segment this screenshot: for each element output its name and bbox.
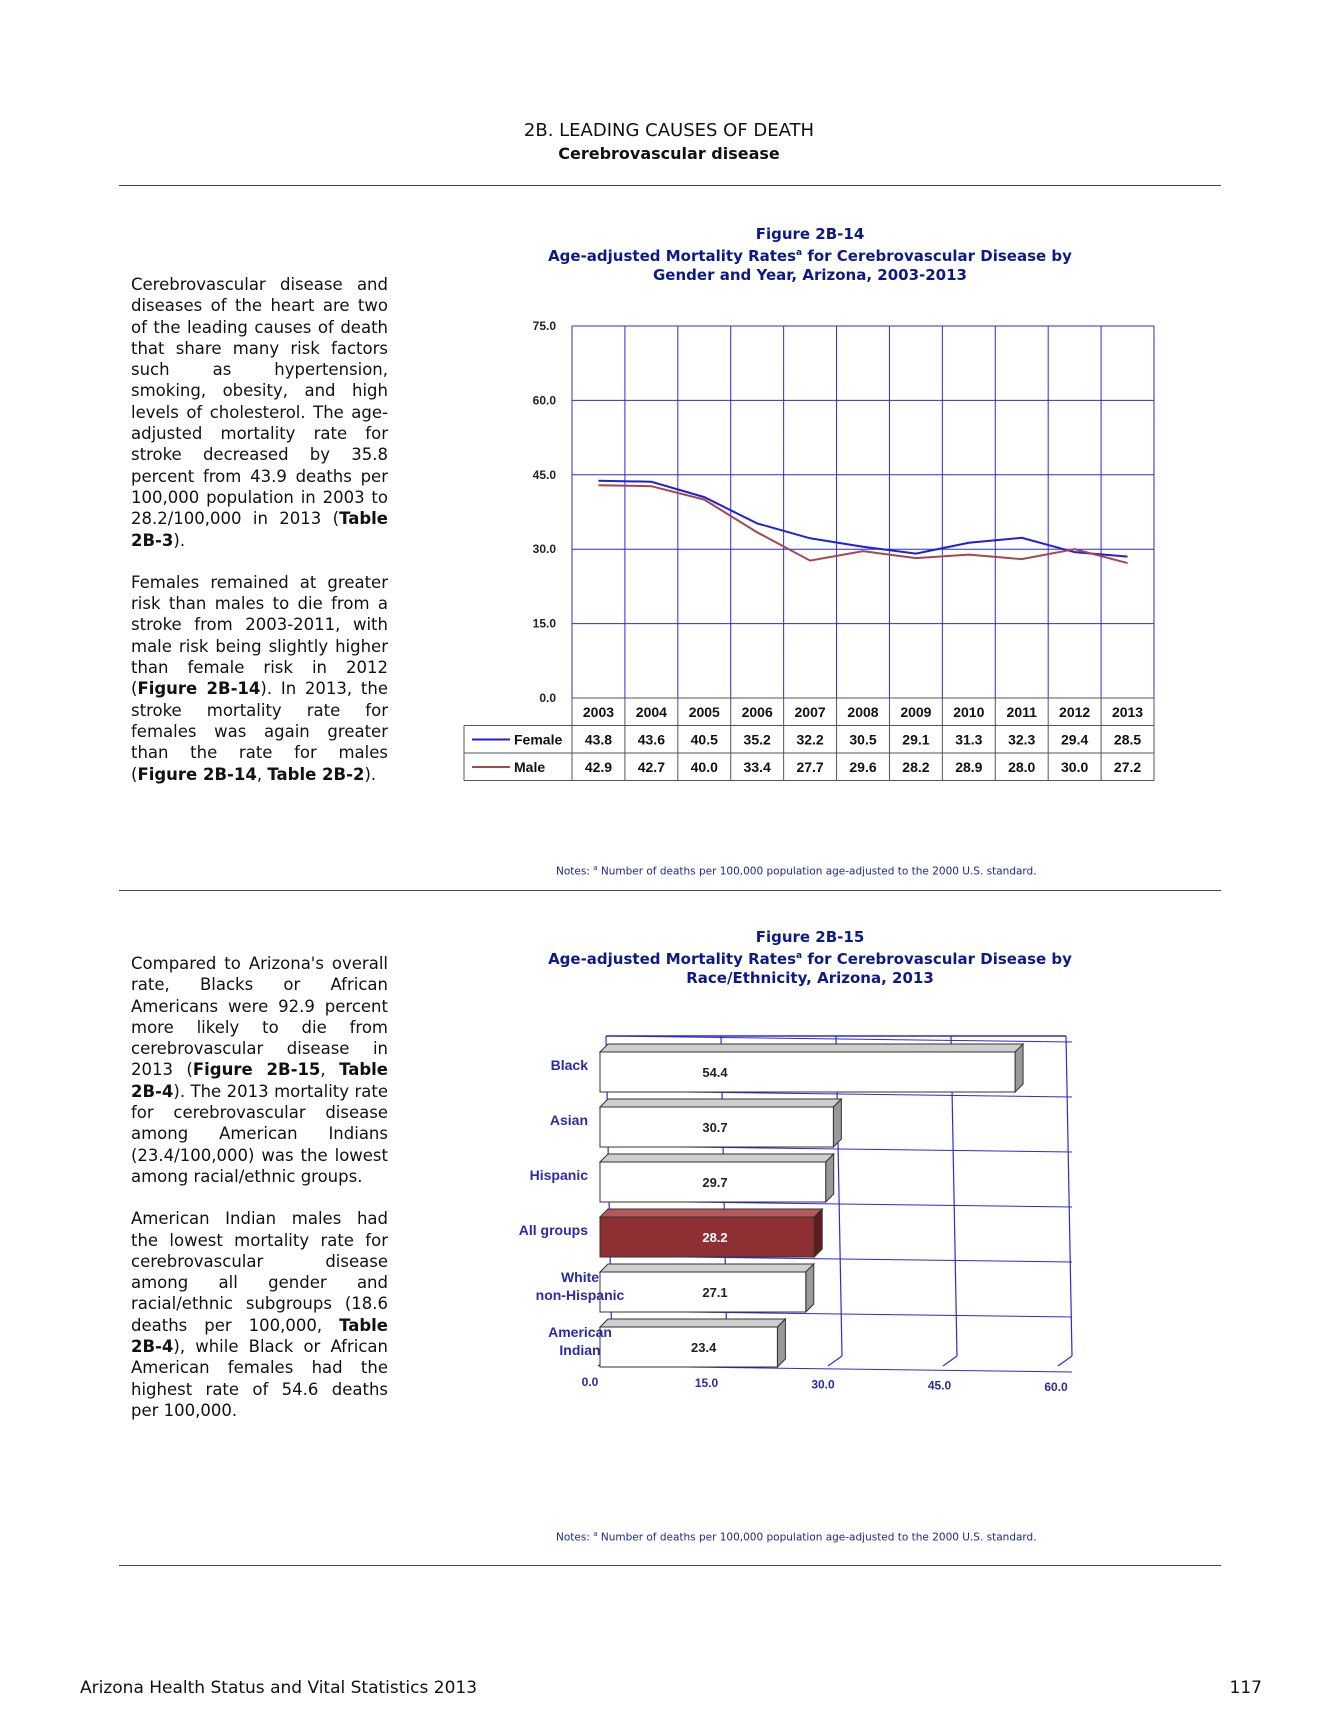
- divider: [119, 1565, 1221, 1566]
- data-table-cell: 43.6: [637, 731, 665, 748]
- page-number: 117: [1229, 1678, 1262, 1698]
- figure-2b-14-note: Notes: $^a$ Number of deaths per 100,000 population age-adjusted to the 2000 U.S. standard.: [556, 864, 1037, 878]
- figure-title-line-1: Age-adjusted Mortality Rates$^a$ for Cerebrovascular Disease by: [548, 950, 1072, 968]
- table-reference: Table 2B-3: [131, 509, 388, 550]
- figure-2b-14-caption: [520, 225, 1100, 285]
- figure-reference: Figure 2B-15: [192, 1060, 321, 1080]
- data-table-cell: 33.4: [743, 759, 771, 775]
- bar-value-label: 30.7: [702, 1120, 728, 1135]
- y-tick-label: 45.0: [532, 467, 556, 482]
- x-tick-label: 2010: [953, 704, 985, 720]
- bar-side: [1015, 1044, 1023, 1092]
- x-tick-label: 2003: [582, 704, 615, 720]
- data-table-cell: 29.4: [1061, 731, 1089, 748]
- x-tick-label: 2012: [1059, 704, 1091, 720]
- bar: [600, 1052, 1015, 1092]
- data-table-cell: 29.6: [849, 759, 877, 775]
- x-tick-label: 0.0: [581, 1375, 599, 1389]
- figure-title-line-2: Race/Ethnicity, Arizona, 2013: [686, 969, 934, 987]
- bar-top: [600, 1099, 841, 1107]
- data-table-cell: 32.3: [1008, 731, 1036, 748]
- data-table-cell: 27.7: [796, 759, 824, 775]
- data-table-cell: 28.5: [1113, 731, 1142, 748]
- x-tick-label: 2005: [688, 704, 720, 720]
- text-block-2: [131, 953, 388, 1442]
- bar-value-label: 27.1: [702, 1285, 728, 1300]
- data-table-cell: 30.0: [1061, 759, 1089, 775]
- category-label: American: [548, 1324, 612, 1340]
- category-label: Asian: [549, 1112, 588, 1128]
- bar-side: [777, 1319, 785, 1367]
- bar: [600, 1327, 777, 1367]
- x-tick-label: 2006: [741, 704, 773, 720]
- x-tick-label: 2013: [1111, 704, 1144, 720]
- data-table-cell: 28.9: [955, 759, 983, 775]
- paragraph: American Indian males had the lowest mortality rate for cerebrovascular disease among all gender and racial/ethnic subgroups (18.6 deaths per 100,000, Table 2B-4), while Black or African American females had the highest rate of 54.6 deaths per 100,000.: [131, 1209, 388, 1420]
- y-tick-label: 30.0: [532, 542, 556, 557]
- bar-top: [600, 1044, 1023, 1052]
- bar-chart: [490, 1020, 1130, 1420]
- y-tick-label: 75.0: [532, 319, 556, 333]
- data-table-cell: 40.0: [690, 759, 718, 775]
- gridline-floor: [828, 1356, 842, 1366]
- legend-label-female: Female: [514, 731, 563, 748]
- bar-top: [600, 1209, 822, 1217]
- bar-side: [833, 1099, 841, 1147]
- gridline-floor: [943, 1356, 957, 1366]
- y-tick-label: 60.0: [532, 393, 556, 408]
- table-reference: Table 2B-4: [131, 1060, 388, 1101]
- bar-side: [826, 1154, 834, 1202]
- table-reference: Table 2B-2: [267, 764, 365, 784]
- y-tick-label: 15.0: [532, 616, 556, 631]
- data-table-cell: 27.2: [1113, 759, 1142, 775]
- category-label: Black: [550, 1057, 588, 1073]
- bar-value-label: 29.7: [702, 1175, 728, 1190]
- data-table-cell: 40.5: [690, 731, 718, 748]
- section-title: 2B. LEADING CAUSES OF DEATH: [523, 120, 815, 141]
- footer-publication: Arizona Health Status and Vital Statistics 2013: [80, 1678, 478, 1698]
- table-reference: Table 2B-4: [131, 1315, 388, 1357]
- figure-reference: Figure 2B-14: [137, 679, 261, 699]
- paragraph: Females remained at greater risk than males to die from a stroke from 2003-2011, with male risk being slightly higher than female risk in 2012 (Figure 2B-14). In 2013, the stroke mortality rate for females was again greater than the rate for males (Figure 2B-14, Table 2B-2).: [131, 572, 388, 784]
- data-table-cell: 29.1: [902, 731, 930, 748]
- figure-2b-15-caption: [520, 928, 1100, 988]
- figure-title-line-2: Gender and Year, Arizona, 2003-2013: [653, 266, 967, 284]
- category-label: All groups: [518, 1222, 588, 1238]
- data-table-cell: 42.7: [637, 759, 665, 775]
- figure-2b-15-note: Notes: $^a$ Number of deaths per 100,000 population age-adjusted to the 2000 U.S. standard.: [556, 1530, 1037, 1544]
- category-label: Hispanic: [529, 1167, 588, 1183]
- gridline-floor: [1058, 1356, 1072, 1366]
- y-tick-label: 0.0: [539, 691, 556, 705]
- figure-number: Figure 2B-14: [755, 225, 865, 243]
- subsection-title: Cerebrovascular disease: [558, 144, 780, 163]
- x-tick-label: 30.0: [811, 1377, 835, 1392]
- paragraph: Cerebrovascular disease and diseases of the heart are two of the leading causes of death that share many risk factors such as hypertension, smoking, obesity, and high levels of cholesterol. The age-adjusted mortality rate for stroke decreased by 35.8 percent from 43.9 deaths per 100,000 population in 2003 to 28.2/100,000 in 2013 (Table 2B-3).: [131, 275, 388, 550]
- x-tick-label: 60.0: [1044, 1379, 1068, 1394]
- category-label: White: [560, 1269, 600, 1285]
- gridline-h: [606, 1036, 1072, 1042]
- category-label: Indian: [559, 1342, 601, 1358]
- figure-title-line-1: Age-adjusted Mortality Rates$^a$ for Cerebrovascular Disease by: [548, 247, 1072, 265]
- figure-number: Figure 2B-15: [755, 928, 865, 946]
- x-tick-label: 2011: [1006, 704, 1037, 720]
- divider: [119, 185, 1221, 186]
- legend-label-male: Male: [514, 759, 546, 775]
- figure-reference: Figure 2B-14: [137, 764, 257, 784]
- bar-top: [600, 1264, 814, 1272]
- x-tick-label: 15.0: [694, 1376, 719, 1391]
- paragraph: Compared to Arizona's overall rate, Blacks or African Americans were 92.9 percent more likely to die from cerebrovascular disease in 2013 (Figure 2B-15, Table 2B-4). The 2013 mortality rate for cerebrovascular disease among American Indians (23.4/100,000) was the lowest among racial/ethnic groups.: [131, 954, 388, 1186]
- bar-value-label: 23.4: [691, 1340, 717, 1355]
- text-block-1: [131, 274, 388, 806]
- bar-side: [814, 1209, 822, 1257]
- divider: [119, 890, 1221, 891]
- category-label: non-Hispanic: [535, 1287, 625, 1303]
- x-tick-label: 45.0: [927, 1378, 952, 1393]
- bar-value-label: 54.4: [702, 1065, 728, 1080]
- data-table-cell: 30.5: [849, 731, 877, 748]
- x-tick-label: 2009: [900, 704, 932, 720]
- data-table-cell: 28.2: [902, 759, 930, 775]
- line-chart: [460, 318, 1160, 790]
- data-table-cell: 32.2: [796, 731, 824, 748]
- data-table-cell: 43.8: [584, 731, 613, 748]
- gridline-v: [1066, 1036, 1072, 1356]
- x-tick-label: 2007: [794, 704, 826, 720]
- bar-top: [600, 1319, 785, 1327]
- bar-top: [600, 1154, 834, 1162]
- bar-value-label: 28.2: [702, 1230, 728, 1245]
- x-tick-label: 2008: [847, 704, 879, 720]
- x-tick-label: 2004: [635, 704, 667, 720]
- data-table-cell: 42.9: [584, 759, 613, 775]
- bar-side: [806, 1264, 814, 1312]
- data-table-cell: 28.0: [1008, 759, 1036, 775]
- data-table-cell: 35.2: [743, 731, 771, 748]
- data-table-cell: 31.3: [955, 731, 983, 748]
